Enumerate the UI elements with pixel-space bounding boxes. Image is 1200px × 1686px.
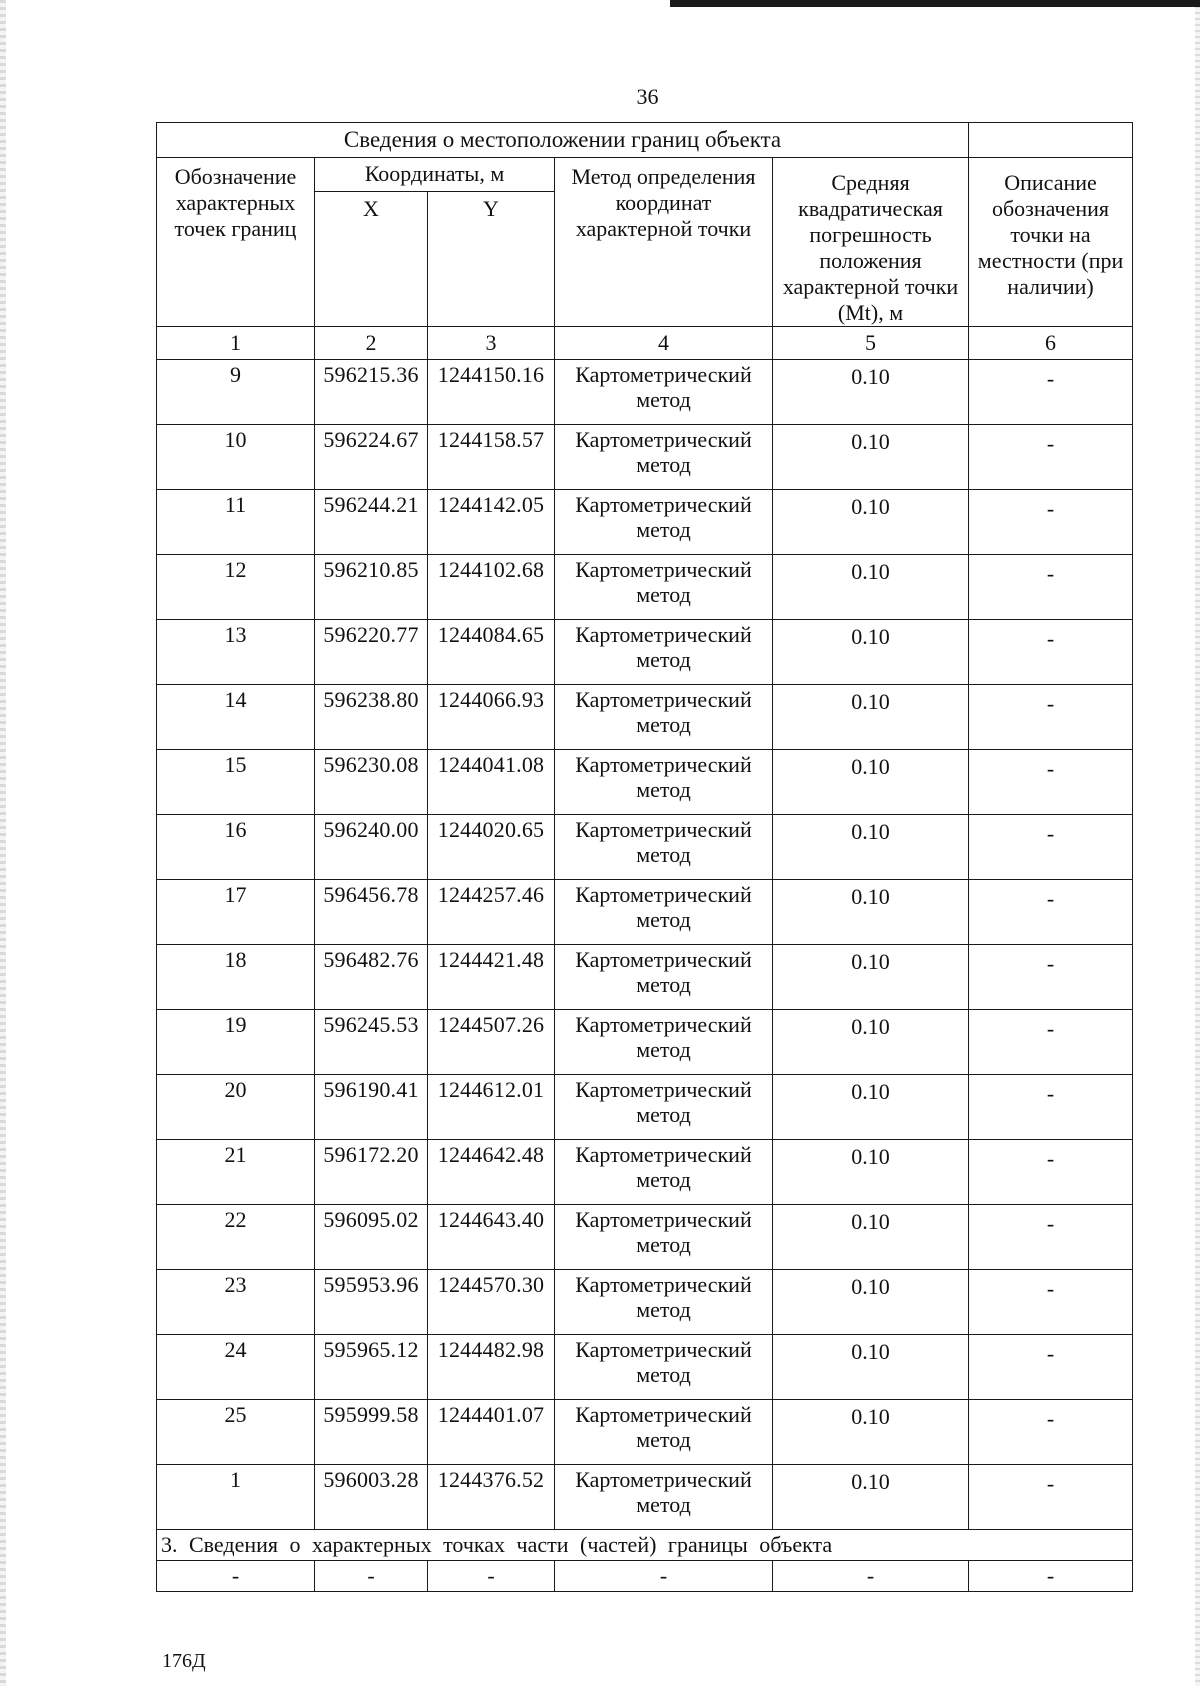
cell-point: 1: [157, 1465, 315, 1530]
cell-x: 596190.41: [315, 1075, 428, 1140]
boundary-points-table: [156, 122, 1133, 1592]
cell-description: -: [969, 1400, 1133, 1465]
section-3-title: 3. Сведения о характерных точках части (частей) границы объекта: [157, 1530, 1133, 1561]
cell-error: 0.10: [773, 685, 969, 750]
cell-error: 0.10: [773, 1140, 969, 1205]
cell-description: -: [969, 1270, 1133, 1335]
scan-edge-right: [1195, 0, 1200, 1686]
table-row: [157, 1335, 1133, 1400]
cell-method: Картометрический метод: [555, 1270, 773, 1335]
cell-x: 596482.76: [315, 945, 428, 1010]
cell-y: 1244570.30: [428, 1270, 555, 1335]
cell-method: Картометрический метод: [555, 1465, 773, 1530]
cell-y: 1244421.48: [428, 945, 555, 1010]
cell-y: 1244612.01: [428, 1075, 555, 1140]
cell-description: -: [969, 1335, 1133, 1400]
header-y: Y: [428, 191, 555, 326]
table-row: [157, 1075, 1133, 1140]
cell-error: 0.10: [773, 1335, 969, 1400]
cell-method: Картометрический метод: [555, 555, 773, 620]
cell-error: 0.10: [773, 1465, 969, 1530]
cell-y: 1244041.08: [428, 750, 555, 815]
cell-description: -: [969, 880, 1133, 945]
cell-error: 0.10: [773, 1205, 969, 1270]
cell-description: -: [969, 1140, 1133, 1205]
cell-point: 24: [157, 1335, 315, 1400]
section-3-cell: -: [315, 1561, 428, 1592]
cell-error: 0.10: [773, 1010, 969, 1075]
cell-point: 13: [157, 620, 315, 685]
cell-y: 1244401.07: [428, 1400, 555, 1465]
cell-point: 22: [157, 1205, 315, 1270]
cell-y: 1244020.65: [428, 815, 555, 880]
cell-x: 596224.67: [315, 425, 428, 490]
cell-description: -: [969, 555, 1133, 620]
footer-code: 176Д: [162, 1650, 206, 1672]
header-mean-square-error: Средняя квадратическая погрешность положения характерной точки (Mt), м: [773, 158, 969, 327]
cell-point: 11: [157, 490, 315, 555]
cell-method: Картометрический метод: [555, 620, 773, 685]
cell-error: 0.10: [773, 945, 969, 1010]
cell-error: 0.10: [773, 555, 969, 620]
cell-y: 1244643.40: [428, 1205, 555, 1270]
table-row: [157, 945, 1133, 1010]
cell-description: -: [969, 490, 1133, 555]
scan-border-top: [670, 0, 1200, 7]
cell-error: 0.10: [773, 425, 969, 490]
table-row: [157, 685, 1133, 750]
section-3-cell: -: [428, 1561, 555, 1592]
cell-method: Картометрический метод: [555, 360, 773, 425]
cell-description: -: [969, 1010, 1133, 1075]
table-row: [157, 360, 1133, 425]
cell-x: 596172.20: [315, 1140, 428, 1205]
cell-y: 1244084.65: [428, 620, 555, 685]
section-3-cell: -: [969, 1561, 1133, 1592]
header-method: Метод определения координат характерной точки: [555, 158, 773, 327]
cell-method: Картометрический метод: [555, 750, 773, 815]
section-3-cell: -: [157, 1561, 315, 1592]
cell-y: 1244642.48: [428, 1140, 555, 1205]
cell-point: 20: [157, 1075, 315, 1140]
cell-method: Картометрический метод: [555, 425, 773, 490]
cell-method: Картометрический метод: [555, 1335, 773, 1400]
cell-method: Картометрический метод: [555, 1140, 773, 1205]
column-number-row: [157, 327, 1133, 360]
table-row: [157, 1270, 1133, 1335]
cell-method: Картометрический метод: [555, 685, 773, 750]
cell-error: 0.10: [773, 1270, 969, 1335]
table-row: [157, 750, 1133, 815]
cell-x: 596456.78: [315, 880, 428, 945]
cell-point: 15: [157, 750, 315, 815]
column-number: 5: [773, 327, 969, 360]
table-row: [157, 1140, 1133, 1205]
cell-x: 596220.77: [315, 620, 428, 685]
cell-point: 18: [157, 945, 315, 1010]
cell-method: Картометрический метод: [555, 1205, 773, 1270]
table-row: [157, 425, 1133, 490]
scan-edge-left: [0, 0, 6, 1686]
cell-error: 0.10: [773, 490, 969, 555]
cell-error: 0.10: [773, 1400, 969, 1465]
table-row: [157, 1205, 1133, 1270]
cell-x: 596240.00: [315, 815, 428, 880]
cell-description: -: [969, 685, 1133, 750]
cell-x: 596238.80: [315, 685, 428, 750]
cell-point: 17: [157, 880, 315, 945]
cell-y: 1244066.93: [428, 685, 555, 750]
cell-x: 596230.08: [315, 750, 428, 815]
cell-description: -: [969, 945, 1133, 1010]
boundary-table-wrapper: [156, 122, 1132, 1592]
cell-point: 14: [157, 685, 315, 750]
header-x: X: [315, 191, 428, 326]
cell-description: -: [969, 1075, 1133, 1140]
cell-point: 25: [157, 1400, 315, 1465]
column-number: 6: [969, 327, 1133, 360]
cell-method: Картометрический метод: [555, 1010, 773, 1075]
cell-method: Картометрический метод: [555, 1075, 773, 1140]
cell-description: -: [969, 620, 1133, 685]
cell-x: 596095.02: [315, 1205, 428, 1270]
header-point-description: Описание обозначения точки на местности (при наличии): [969, 158, 1133, 327]
section-3-cell: -: [555, 1561, 773, 1592]
cell-description: -: [969, 1205, 1133, 1270]
cell-y: 1244150.16: [428, 360, 555, 425]
cell-x: 596210.85: [315, 555, 428, 620]
table-row: [157, 1465, 1133, 1530]
cell-point: 19: [157, 1010, 315, 1075]
cell-method: Картометрический метод: [555, 1400, 773, 1465]
table-caption-empty-cell: [969, 123, 1133, 158]
table-row: [157, 1400, 1133, 1465]
cell-x: 595999.58: [315, 1400, 428, 1465]
table-row: [157, 815, 1133, 880]
cell-point: 12: [157, 555, 315, 620]
cell-y: 1244142.05: [428, 490, 555, 555]
cell-x: 596245.53: [315, 1010, 428, 1075]
cell-x: 595953.96: [315, 1270, 428, 1335]
cell-point: 9: [157, 360, 315, 425]
header-coordinates-group: Координаты, м: [315, 158, 555, 192]
cell-x: 596215.36: [315, 360, 428, 425]
cell-description: -: [969, 750, 1133, 815]
cell-error: 0.10: [773, 880, 969, 945]
cell-description: -: [969, 815, 1133, 880]
page-number: 36: [636, 84, 659, 109]
cell-point: 10: [157, 425, 315, 490]
boundary-points-body: [157, 360, 1133, 1530]
cell-description: -: [969, 425, 1133, 490]
column-number: 4: [555, 327, 773, 360]
cell-method: Картометрический метод: [555, 880, 773, 945]
cell-method: Картометрический метод: [555, 815, 773, 880]
cell-x: 596244.21: [315, 490, 428, 555]
column-number: 1: [157, 327, 315, 360]
table-caption: Сведения о местоположении границ объекта: [157, 123, 969, 158]
table-row: [157, 880, 1133, 945]
cell-y: 1244507.26: [428, 1010, 555, 1075]
cell-x: 596003.28: [315, 1465, 428, 1530]
table-row: [157, 490, 1133, 555]
section-3-row: [157, 1561, 1133, 1592]
column-number: 2: [315, 327, 428, 360]
table-row: [157, 1010, 1133, 1075]
cell-method: Картометрический метод: [555, 945, 773, 1010]
cell-error: 0.10: [773, 360, 969, 425]
cell-point: 16: [157, 815, 315, 880]
section-3-cell: -: [773, 1561, 969, 1592]
cell-y: 1244376.52: [428, 1465, 555, 1530]
cell-point: 23: [157, 1270, 315, 1335]
cell-point: 21: [157, 1140, 315, 1205]
cell-description: -: [969, 360, 1133, 425]
cell-y: 1244102.68: [428, 555, 555, 620]
table-row: [157, 555, 1133, 620]
header-point-designation: Обозначение характерных точек границ: [157, 158, 315, 327]
cell-y: 1244158.57: [428, 425, 555, 490]
cell-error: 0.10: [773, 750, 969, 815]
column-number: 3: [428, 327, 555, 360]
table-row: [157, 620, 1133, 685]
cell-y: 1244482.98: [428, 1335, 555, 1400]
cell-y: 1244257.46: [428, 880, 555, 945]
cell-x: 595965.12: [315, 1335, 428, 1400]
cell-error: 0.10: [773, 620, 969, 685]
cell-error: 0.10: [773, 815, 969, 880]
cell-description: -: [969, 1465, 1133, 1530]
cell-method: Картометрический метод: [555, 490, 773, 555]
cell-error: 0.10: [773, 1075, 969, 1140]
